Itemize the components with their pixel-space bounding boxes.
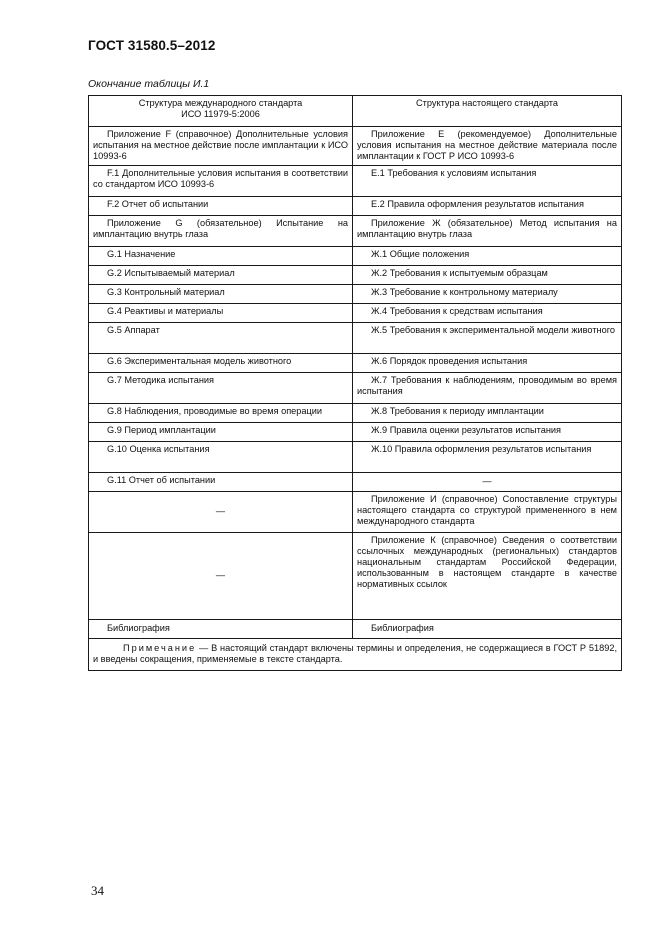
cell-national: Приложение К (справочное) Сведения о соответствии ссылочных международных (региональных) стандартов национальным стандартам Российской Федерации, использованным в настоящем стандарте в качестве нормативных ссылок [353, 532, 622, 619]
cell-international: G.3 Контрольный материал [89, 284, 353, 303]
table-row [89, 127, 622, 166]
table-body [89, 127, 622, 639]
table-row [89, 322, 622, 353]
cell-national: Ж.1 Общие положения [353, 246, 622, 265]
document-header: ГОСТ 31580.5–2012 [88, 38, 216, 53]
cell-national: Ж.8 Требования к периоду имплантации [353, 403, 622, 422]
cell-international: — [89, 532, 353, 619]
table-row [89, 265, 622, 284]
col-header-national: Структура настоящего стандарта [353, 96, 622, 127]
table-row [89, 246, 622, 265]
table-note-row [89, 638, 622, 670]
table-row [89, 422, 622, 441]
cell-national: Приложение Ж (обязательное) Метод испытания на имплантацию внутрь глаза [353, 215, 622, 246]
table-caption: Окончание таблицы И.1 [88, 78, 210, 90]
cell-international: F.1 Дополнительные условия испытания в соответствии со стандартом ИСО 10993-6 [89, 165, 353, 196]
cell-international: G.9 Период имплантации [89, 422, 353, 441]
table-row [89, 532, 622, 619]
cell-national: Ж.10 Правила оформления результатов испытания [353, 441, 622, 472]
structure-comparison-table [88, 95, 622, 671]
table-row [89, 403, 622, 422]
col-header-international: Структура международного стандарта ИСО 11979-5:2006 [89, 96, 353, 127]
cell-national: Ж.5 Требования к экспериментальной модели животного [353, 322, 622, 353]
table-row [89, 441, 622, 472]
page-number: 34 [91, 883, 104, 898]
table-row [89, 215, 622, 246]
table-note [89, 638, 622, 670]
cell-international: G.1 Назначение [89, 246, 353, 265]
cell-international: G.8 Наблюдения, проводимые во время операции [89, 403, 353, 422]
table-header-row [89, 96, 622, 127]
cell-international: — [89, 491, 353, 532]
cell-international: F.2 Отчет об испытании [89, 196, 353, 215]
note-text: — В настоящий стандарт включены термины и определения, не содержащиеся в ГОСТ Р 51892, и введены сокращения, применяемые в тексте стандарта. [93, 642, 617, 664]
table-row [89, 353, 622, 372]
cell-international: Приложение G (обязательное) Испытание на имплантацию внутрь глаза [89, 215, 353, 246]
cell-national: — [353, 472, 622, 491]
cell-international: G.2 Испытываемый материал [89, 265, 353, 284]
cell-national: Е.2 Правила оформления результатов испытания [353, 196, 622, 215]
cell-international: G.7 Методика испытания [89, 372, 353, 403]
table-row [89, 491, 622, 532]
cell-national: Ж.9 Правила оценки результатов испытания [353, 422, 622, 441]
cell-international: G.4 Реактивы и материалы [89, 303, 353, 322]
cell-national: Е.1 Требования к условиям испытания [353, 165, 622, 196]
table-row [89, 196, 622, 215]
cell-international: G.5 Аппарат [89, 322, 353, 353]
table-row [89, 619, 622, 638]
cell-international: Библиография [89, 619, 353, 638]
cell-national: Библиография [353, 619, 622, 638]
cell-national: Приложение И (справочное) Сопоставление структуры настоящего стандарта со структурой примененного в нем международного стандарта [353, 491, 622, 532]
cell-international: Приложение F (справочное) Дополнительные условия испытания на местное действие после имплантации к ИСО 10993-6 [89, 127, 353, 166]
cell-national: Приложение Е (рекомендуемое) Дополнительные условия испытания на местное действие материала после имплантации к ГОСТ Р ИСО 10993-6 [353, 127, 622, 166]
cell-international: G.11 Отчет об испытании [89, 472, 353, 491]
note-label: Примечание [123, 642, 197, 653]
table-row [89, 284, 622, 303]
table-row [89, 165, 622, 196]
cell-international: G.10 Оценка испытания [89, 441, 353, 472]
cell-international: G.6 Экспериментальная модель животного [89, 353, 353, 372]
cell-national: Ж.7 Требования к наблюдениям, проводимым во время испытания [353, 372, 622, 403]
table-row [89, 372, 622, 403]
cell-national: Ж.4 Требования к средствам испытания [353, 303, 622, 322]
cell-national: Ж.3 Требование к контрольному материалу [353, 284, 622, 303]
table-row [89, 472, 622, 491]
table-row [89, 303, 622, 322]
cell-national: Ж.6 Порядок проведения испытания [353, 353, 622, 372]
cell-national: Ж.2 Требования к испытуемым образцам [353, 265, 622, 284]
